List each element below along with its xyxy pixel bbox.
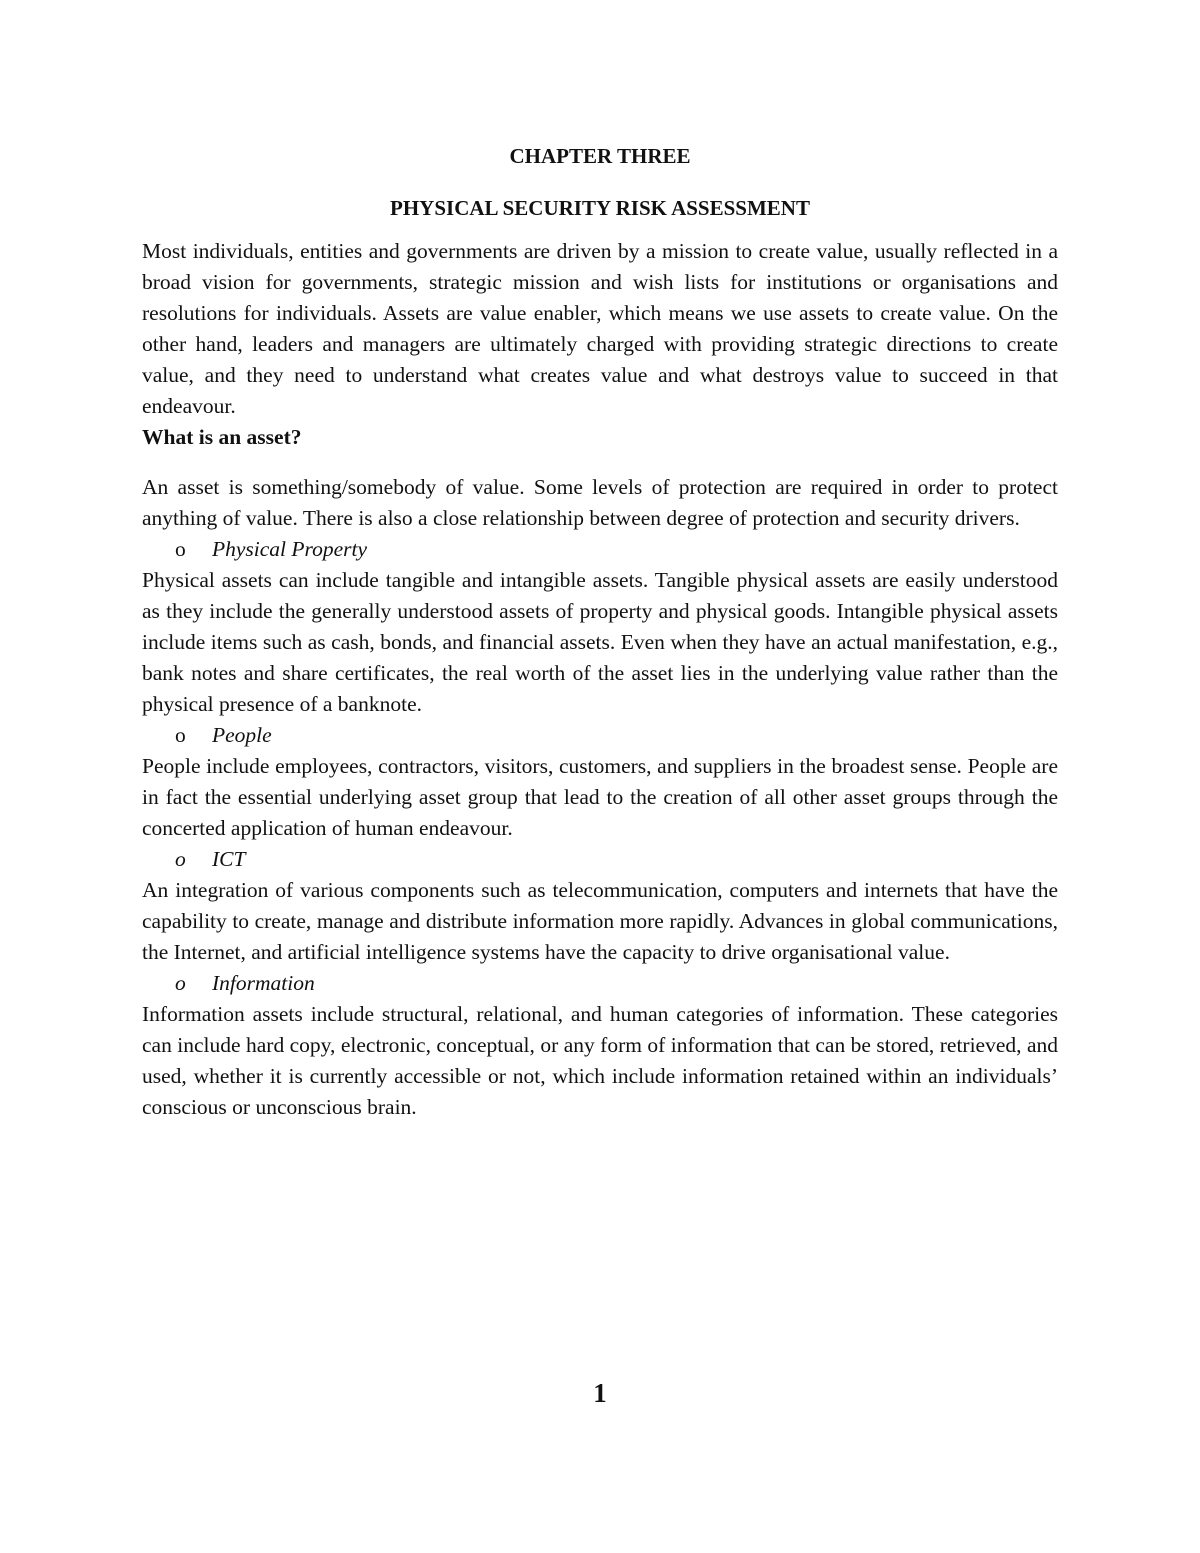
section-text-ict: An integration of various components such as telecommunication, computers and internets that have the capability to create, manage and distribute information more rapidly. Advances in global communications, the Internet, and artificial intelligence systems have the capacity to drive organisational value. — [142, 878, 1058, 964]
bullet-marker: o — [175, 971, 186, 995]
section-heading-ict — [142, 844, 1058, 875]
intro-paragraph: Most individuals, entities and governments are driven by a mission to create value, usually reflected in a broad vision for governments, strategic mission and wish lists for institutions or organisations and resolutions for individuals. Assets are value enabler, which means we use assets to create value. On the other hand, leaders and managers are ultimately charged with providing strategic directions to create value, and they need to understand what creates value and what destroys value to succeed in that endeavour. — [142, 239, 1058, 418]
section-text-physical-property: Physical assets can include tangible and intangible assets. Tangible physical assets are easily understood as they include the generally understood assets of property and physical goods. Intangible physical assets include items such as cash, bonds, and financial assets. Even when they have an actual manifestation, e.g., bank notes and share certificates, the real worth of the asset lies in the underlying value rather than the physical presence of a banknote. — [142, 568, 1058, 716]
chapter-heading: CHAPTER THREE — [509, 144, 691, 168]
document-title: PHYSICAL SECURITY RISK ASSESSMENT — [390, 196, 810, 220]
section-text-people: People include employees, contractors, visitors, customers, and suppliers in the broadest sense. People are in fact the essential underlying asset group that lead to the creation of all other asset groups through the concerted application of human endeavour. — [142, 754, 1058, 840]
asset-question-heading: What is an asset? — [142, 425, 302, 449]
section-heading-label: ICT — [212, 847, 246, 871]
asset-definition-paragraph: An asset is something/somebody of value. Some levels of protection are required in order to protect anything of value. There is also a close relationship between degree of protection and security drivers. — [142, 475, 1058, 530]
bullet-marker: o — [175, 723, 186, 747]
bullet-marker: o — [175, 847, 186, 871]
section-heading-label: People — [212, 723, 272, 747]
page-number: 1 — [593, 1378, 607, 1408]
section-heading-label: Information — [212, 971, 315, 995]
section-heading-physical-property — [142, 534, 1058, 565]
section-heading-people — [142, 720, 1058, 751]
section-heading-information — [142, 968, 1058, 999]
section-heading-label: Physical Property — [212, 537, 368, 561]
bullet-marker: o — [175, 537, 186, 561]
page-content — [142, 141, 1058, 1123]
section-text-information: Information assets include structural, relational, and human categories of information. These categories can include hard copy, electronic, conceptual, or any form of information that can be stored, retrieved, and used, whether it is currently accessible or not, which include information retained within an individuals’ conscious or unconscious brain. — [142, 1002, 1058, 1119]
